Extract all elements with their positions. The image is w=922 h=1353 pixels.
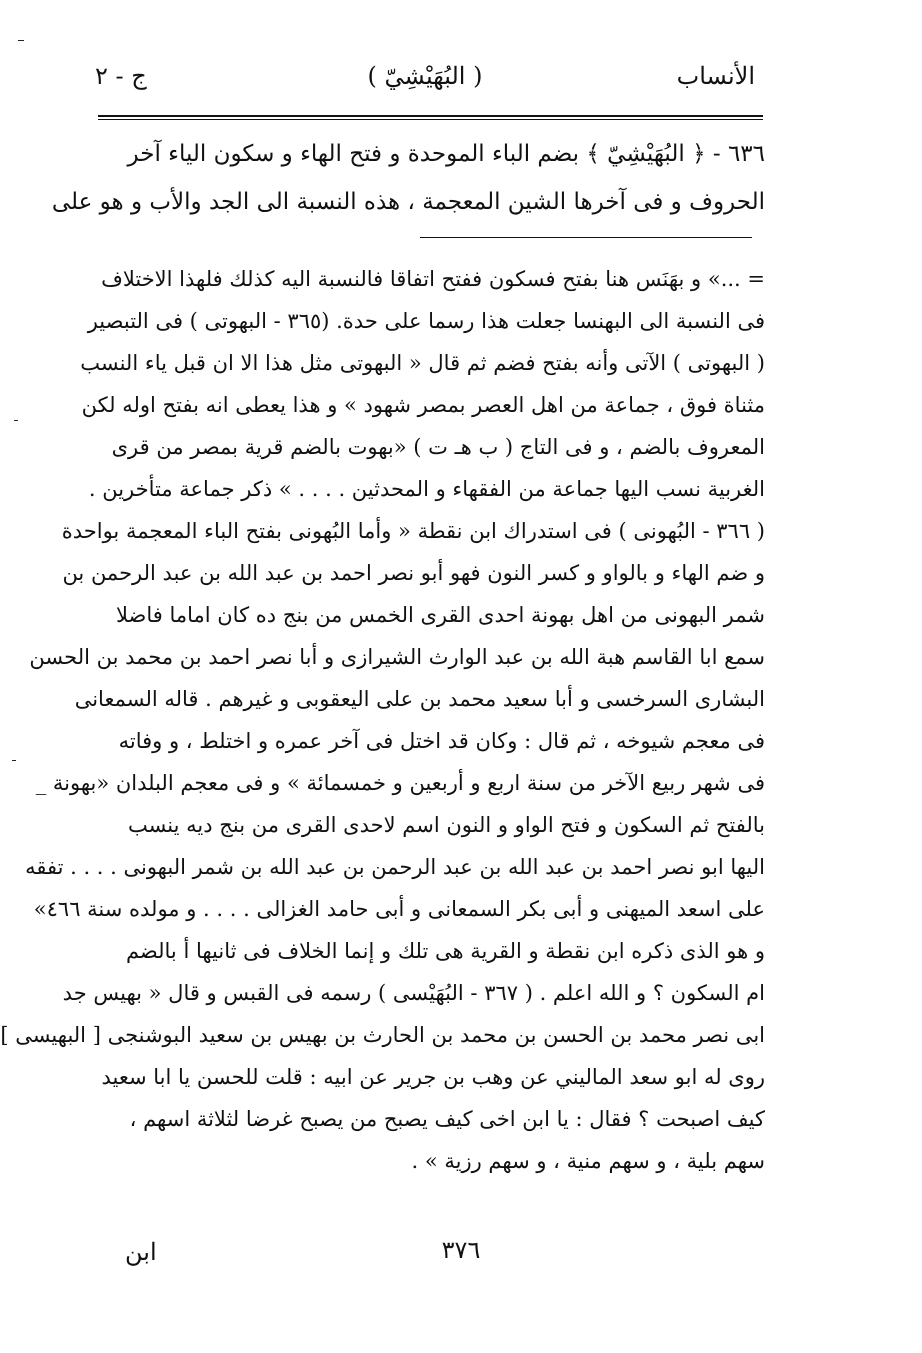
footnote-line: ( البهوتى ) الآتى وأنه بفتح فضم ثم قال « البهوتى مثل هذا الا ان قبل ياء النسب <box>80 351 765 375</box>
footnote-line: فى النسبة الى البهنسا جعلت هذا رسما على حدة. (٣٦٥ - البهوتى ) فى التبصير <box>87 309 765 333</box>
main-entry <box>51 130 765 226</box>
footnote-line: فى معجم شيوخه ، ثم قال : وكان قد اختل فى آخر عمره و اختلط ، و وفاته <box>118 729 765 753</box>
footnote-line: و هو الذى ذكره ابن نقطة و القرية هى تلك و إنما الخلاف فى ثانيها أ بالضم <box>125 939 765 963</box>
catchword: ابن <box>125 1238 157 1266</box>
footnote-line: الغربية نسب اليها جماعة من الفقهاء و المحدثين . . . . » ذكر جماعة متأخرين . <box>88 477 765 501</box>
margin-mark <box>14 420 18 421</box>
footnote-line: مثناة فوق ، جماعة من اهل العصر بمصر شهود » و هذا يعطى انه بفتح اوله لكن <box>81 393 765 417</box>
footnote-line: ابى نصر محمد بن الحسن بن محمد بن الحارث بن بهيس بن سعيد البوشنجى [ البهيسى ] <box>0 1023 765 1047</box>
margin-mark <box>18 40 24 41</box>
header-rule <box>98 115 763 117</box>
header-entry-heading: ( البُهَيْشِيّ ) <box>367 62 483 90</box>
footnote-line: اليها ابو نصر احمد بن عبد الله بن عبد الرحمن بن عبد الله بن شمر البهونى . . . . تفقه <box>25 855 765 879</box>
footnote-line: و ضم الهاء و بالواو و كسر النون فهو أبو نصر احمد بن عبد الله بن عبد الرحمن بن <box>62 561 765 585</box>
entry-line: ٦٣٦ - ﴿ البُهَيْشِيّ ﴾ بضم الباء الموحدة و فتح الهاء و سكون الياء آخر <box>127 141 765 167</box>
footnote-line: فى شهر ربيع الآخر من سنة اربع و أربعين و خمسمائة » و فى معجم البلدان «بهونة _ <box>35 771 765 795</box>
margin-mark <box>12 760 16 761</box>
header-rule-thin <box>98 119 763 120</box>
footnote-line: شمر البهونى من اهل بهونة احدى القرى الخمس من بنج ده كان اماما فاضلا <box>115 603 765 627</box>
footnote-line: ام السكون ؟ و الله اعلم . ( ٣٦٧ - البُهَيْسى ) رسمه فى القبس و قال « بهيس جد <box>62 981 765 1005</box>
footnote-line: = ...» و بهَنَس هنا بفتح فسكون ففتح اتفاقا فالنسبة اليه كذلك فلهذا الاختلاف <box>101 267 765 291</box>
footnote-separator <box>420 237 752 238</box>
book-title: الأنساب <box>676 62 755 90</box>
footnote-line: ( ٣٦٦ - البُهونى ) فى استدراك ابن نقطة « وأما البُهونى بفتح الباء المعجمة بواحدة <box>61 519 765 543</box>
footnote-line: روى له ابو سعد الماليني عن وهب بن جرير عن ابيه : قلت للحسن يا ابا سعيد <box>101 1065 765 1089</box>
running-header <box>95 62 755 102</box>
page-number: ٣٧٦ <box>441 1236 481 1264</box>
footnote-line: البشارى السرخسى و أبا سعيد محمد بن على اليعقوبى و غيرهم . قاله السمعانى <box>74 687 765 711</box>
entry-line: الحروف و فى آخرها الشين المعجمة ، هذه النسبة الى الجد والأب و هو على <box>51 189 765 215</box>
footnote-block <box>0 258 765 1182</box>
footnote-line: كيف اصبحت ؟ فقال : يا ابن اخى كيف يصبح من يصبح غرضا لثلاثة اسهم ، <box>129 1107 765 1131</box>
footnote-line: بالفتح ثم السكون و فتح الواو و النون اسم لاحدى القرى من بنج ديه ينسب <box>127 813 765 837</box>
volume-number: ج - ٢ <box>95 62 147 90</box>
footnote-line: المعروف بالضم ، و فى التاج ( ب هـ ت ) «بهوت بالضم قرية بمصر من قرى <box>111 435 765 459</box>
footnote-line: على اسعد الميهنى و أبى بكر السمعانى و أبى حامد الغزالى . . . . و مولده سنة ٤٦٦» <box>33 897 765 921</box>
footnote-line: سهم بلية ، و سهم منية ، و سهم رزية » . <box>411 1149 765 1173</box>
footnote-line: سمع ابا القاسم هبة الله بن عبد الوارث الشيرازى و أبا نصر احمد بن محمد بن الحسن <box>29 645 765 669</box>
